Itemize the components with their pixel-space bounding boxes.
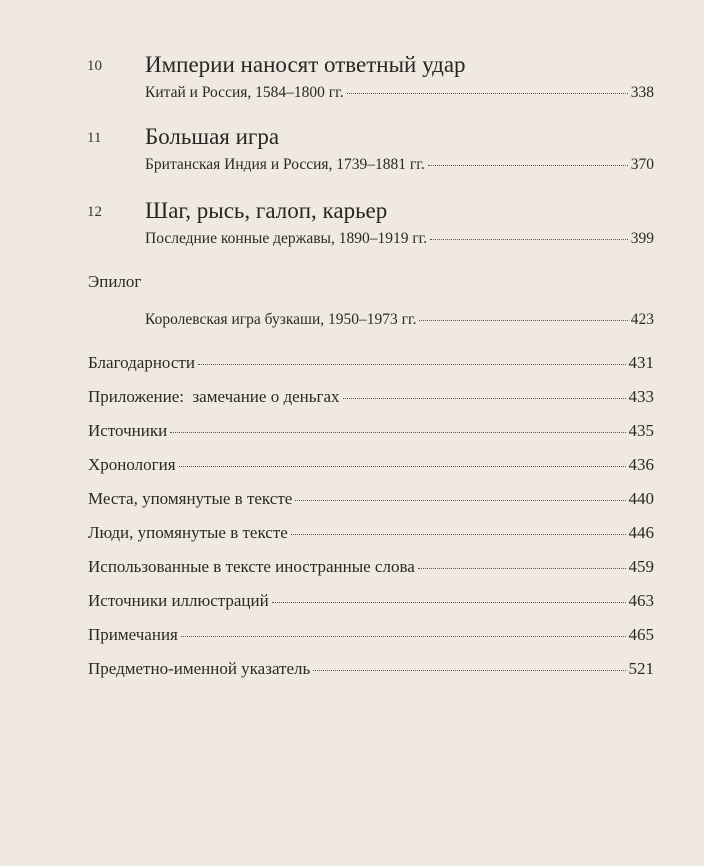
back-matter-entry xyxy=(88,557,654,577)
chapter-subtitle: Последние конные державы, 1890–1919 гг. xyxy=(145,230,428,247)
chapter-subtitle: Британская Индия и Россия, 1739–1881 гг. xyxy=(145,156,425,173)
dot-leader xyxy=(430,238,628,240)
page-number: 463 xyxy=(628,591,654,610)
page-number: 465 xyxy=(628,625,654,644)
back-matter-entry xyxy=(88,387,654,407)
epilogue-subtitle-line xyxy=(145,311,654,329)
page-number: 338 xyxy=(630,84,654,101)
dot-leader xyxy=(428,164,628,166)
chapter-number: 10 xyxy=(87,58,102,74)
page-number: 435 xyxy=(628,421,654,440)
dot-leader xyxy=(419,319,627,321)
dot-leader xyxy=(181,635,626,637)
dot-leader xyxy=(198,363,626,365)
entry-title: Источники xyxy=(88,421,168,440)
entry-title: Использованные в тексте иностранные слова xyxy=(88,557,415,576)
entry-title: Приложение: замечание о деньгах xyxy=(88,387,340,406)
chapter-title: Шаг, рысь, галоп, карьер xyxy=(145,198,388,223)
dot-leader xyxy=(418,567,626,569)
page-number: 440 xyxy=(628,489,654,508)
page-number: 431 xyxy=(628,353,654,372)
entry-title: Люди, упомянутые в тексте xyxy=(88,523,288,542)
back-matter-entry xyxy=(88,421,654,441)
chapter-subtitle-line xyxy=(145,84,654,102)
entry-title: Благодарности xyxy=(88,353,195,372)
page-number: 446 xyxy=(628,523,654,542)
page-number: 521 xyxy=(628,659,654,678)
chapter-title: Большая игра xyxy=(145,124,280,149)
entry-title: Примечания xyxy=(88,625,178,644)
chapter-subtitle-line xyxy=(145,230,654,248)
page-number: 423 xyxy=(630,311,654,328)
back-matter-entry xyxy=(88,489,654,509)
epilogue-label: Эпилог xyxy=(88,272,142,291)
back-matter-entry xyxy=(88,659,654,679)
dot-leader xyxy=(179,465,626,467)
dot-leader xyxy=(272,601,626,603)
page-number: 436 xyxy=(628,455,654,474)
back-matter-entry xyxy=(88,455,654,475)
epilogue-subtitle: Королевская игра бузкаши, 1950–1973 гг. xyxy=(145,311,417,328)
page-number: 370 xyxy=(630,156,654,173)
page-number: 433 xyxy=(628,387,654,406)
entry-title: Хронология xyxy=(88,455,176,474)
chapter-subtitle: Китай и Россия, 1584–1800 гг. xyxy=(145,84,344,101)
dot-leader xyxy=(347,92,628,94)
chapter-number: 11 xyxy=(87,130,102,146)
back-matter-entry xyxy=(88,353,654,373)
chapter-title: Империи наносят ответный удар xyxy=(145,52,466,77)
back-matter-entry xyxy=(88,591,654,611)
dot-leader xyxy=(313,669,625,671)
page-number: 399 xyxy=(630,230,654,247)
back-matter-entry xyxy=(88,523,654,543)
dot-leader xyxy=(291,533,626,535)
dot-leader xyxy=(170,431,625,433)
entry-title: Источники иллюстраций xyxy=(88,591,269,610)
page-number: 459 xyxy=(628,557,654,576)
chapter-number: 12 xyxy=(87,204,102,220)
dot-leader xyxy=(343,397,626,399)
back-matter-entry xyxy=(88,625,654,645)
entry-title: Места, упомянутые в тексте xyxy=(88,489,293,508)
chapter-subtitle-line xyxy=(145,156,654,174)
entry-title: Предметно-именной указатель xyxy=(88,659,311,678)
dot-leader xyxy=(295,499,625,501)
